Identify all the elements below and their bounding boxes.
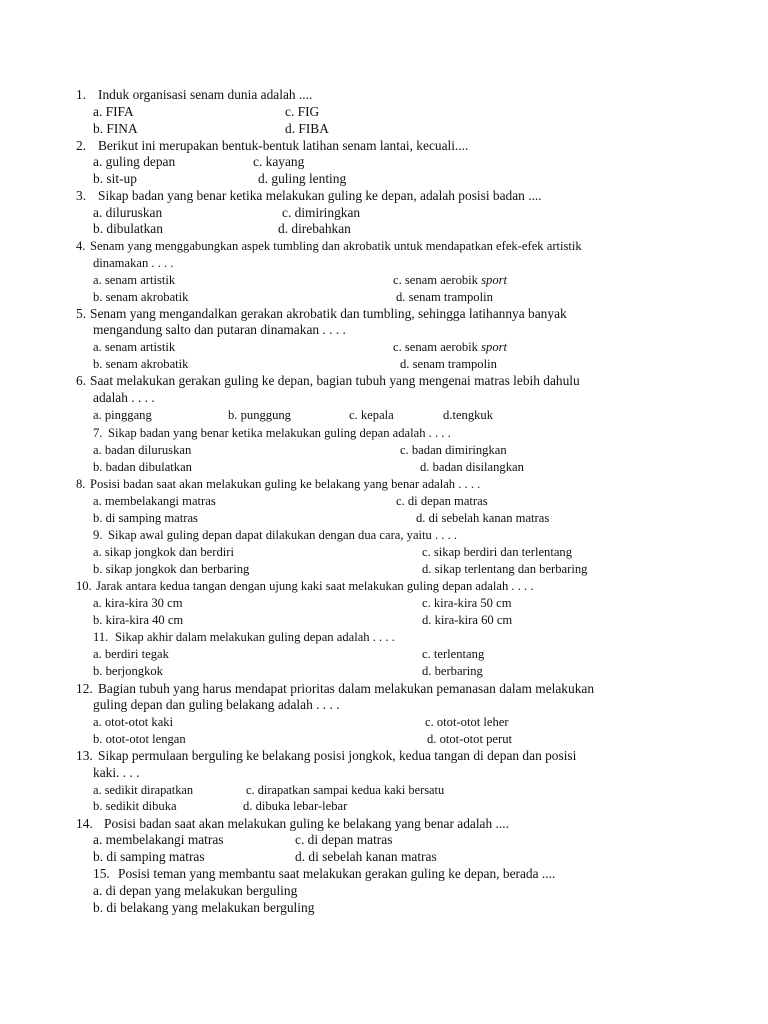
option-c-text: c. senam aerobik [393, 273, 478, 287]
option-d: d. senam trampolin [400, 357, 497, 371]
question-number: 1. [76, 87, 87, 102]
option-d: d. kira-kira 60 cm [422, 613, 513, 627]
option-b: b. di samping matras [93, 511, 198, 525]
option-c: c. FIG [285, 104, 320, 119]
option-d: d. FIBA [285, 121, 329, 136]
question-number: 7. [93, 426, 103, 440]
option-a: a. sedikit dirapatkan [93, 783, 194, 797]
question-number: 13. [76, 748, 93, 763]
option-d: d. berbaring [422, 664, 483, 678]
option-d: d. senam trampolin [396, 290, 493, 304]
question-text: Senam yang menggabungkan aspek tumbling dan akrobatik untuk mendapatkan efek-efek artistik [90, 239, 582, 253]
question-number: 2. [76, 138, 87, 153]
question-text-continued: dinamakan . . . . [93, 256, 174, 270]
question-number: 10. [76, 579, 92, 593]
option-a: a. senam artistik [93, 340, 176, 354]
question-number: 6. [76, 373, 87, 388]
option-a: a. membelakangi matras [93, 494, 216, 508]
option-b: b. otot-otot lengan [93, 732, 186, 746]
option-b: b. dibulatkan [93, 221, 163, 236]
option-b: b. senam akrobatik [93, 290, 189, 304]
question-number: 9. [93, 528, 103, 542]
question-number: 15. [93, 866, 110, 881]
option-c [393, 272, 507, 288]
option-c: c. dimiringkan [282, 205, 361, 220]
option-c: c. kayang [253, 154, 305, 169]
question-text: Sikap awal guling depan dapat dilakukan dengan dua cara, yaitu . . . . [108, 528, 458, 542]
option-b: b. sedikit dibuka [93, 799, 177, 813]
question-text: Posisi teman yang membantu saat melakukan gerakan guling ke depan, berada .... [118, 866, 556, 881]
option-d: d.tengkuk [443, 408, 494, 422]
option-d: d. di sebelah kanan matras [416, 511, 550, 525]
option-b: b. sikap jongkok dan berbaring [93, 562, 250, 576]
option-d: d. sikap terlentang dan berbaring [422, 562, 588, 576]
question-text: Sikap badan yang benar ketika melakukan guling ke depan, adalah posisi badan .... [98, 188, 542, 203]
option-b: b. berjongkok [93, 664, 163, 678]
option-a: a. membelakangi matras [93, 832, 224, 847]
option-b: b. badan dibulatkan [93, 460, 192, 474]
question-text: Posisi badan saat akan melakukan guling ke belakang yang benar adalah .... [104, 816, 509, 831]
option-c: c. kepala [349, 408, 394, 422]
option-b: b. di samping matras [93, 849, 205, 864]
question-number: 8. [76, 477, 86, 491]
option-c-italic: sport [481, 340, 508, 354]
question-text: Senam yang mengandalkan gerakan akrobatik dan tumbling, sehingga latihannya banyak [90, 306, 567, 321]
option-a: a. berdiri tegak [93, 647, 169, 661]
option-a: a. pinggang [93, 408, 152, 422]
option-c: c. dirapatkan sampai kedua kaki bersatu [246, 783, 445, 797]
option-c: c. badan dimiringkan [400, 443, 507, 457]
question-number: 4. [76, 239, 86, 253]
question-text: Saat melakukan gerakan guling ke depan, bagian tubuh yang mengenai matras lebih dahulu [90, 373, 580, 388]
option-d: d. guling lenting [258, 171, 347, 186]
option-a: a. kira-kira 30 cm [93, 596, 183, 610]
option-c: c. sikap berdiri dan terlentang [422, 545, 573, 559]
option-c: c. di depan matras [295, 832, 393, 847]
option-c: c. otot-otot leher [425, 715, 509, 729]
question-text: Jarak antara kedua tangan dengan ujung kaki saat melakukan guling depan adalah . . . . [96, 579, 534, 593]
question-text-continued: adalah . . . . [93, 390, 155, 405]
option-c: c. di depan matras [396, 494, 488, 508]
option-b: b. punggung [228, 408, 291, 422]
question-text-continued: guling depan dan guling belakang adalah . . . . [93, 697, 340, 712]
question-text: Bagian tubuh yang harus mendapat prioritas dalam melakukan pemanasan dalam melakukan [98, 681, 595, 696]
question-text-continued: mengandung salto dan putaran dinamakan . . . . [93, 322, 346, 337]
question-number: 3. [76, 188, 87, 203]
question-number: 5. [76, 306, 87, 321]
option-a: a. badan diluruskan [93, 443, 192, 457]
question-text: Sikap badan yang benar ketika melakukan guling depan adalah . . . . [108, 426, 451, 440]
option-b: b. di belakang yang melakukan berguling [93, 900, 315, 915]
option-a: a. senam artistik [93, 273, 176, 287]
question-number: 14. [76, 816, 93, 831]
option-a: a. guling depan [93, 154, 176, 169]
question-text-continued: kaki. . . . [93, 765, 140, 780]
option-d: d. direbahkan [278, 221, 351, 236]
option-a: a. diluruskan [93, 205, 163, 220]
option-b: b. sit-up [93, 171, 137, 186]
question-text: Posisi badan saat akan melakukan guling ke belakang yang benar adalah . . . . [90, 477, 481, 491]
option-a: a. sikap jongkok dan berdiri [93, 545, 234, 559]
option-d: d. otot-otot perut [427, 732, 512, 746]
option-c-text: c. senam aerobik [393, 340, 478, 354]
option-d: d. dibuka lebar-lebar [243, 799, 348, 813]
option-d: d. di sebelah kanan matras [295, 849, 437, 864]
option-a: a. di depan yang melakukan berguling [93, 883, 298, 898]
question-number: 11. [93, 630, 109, 644]
option-b: b. FINA [93, 121, 138, 136]
option-c: c. terlentang [422, 647, 485, 661]
question-text: Sikap permulaan berguling ke belakang posisi jongkok, kedua tangan di depan dan posisi [98, 748, 577, 763]
question-text: Sikap akhir dalam melakukan guling depan adalah . . . . [115, 630, 395, 644]
option-a: a. otot-otot kaki [93, 715, 174, 729]
option-c: c. kira-kira 50 cm [422, 596, 512, 610]
option-c-italic: sport [481, 273, 508, 287]
option-c [393, 339, 507, 355]
question-number: 12. [76, 681, 93, 696]
question-text: Induk organisasi senam dunia adalah .... [98, 87, 313, 102]
option-b: b. senam akrobatik [93, 357, 189, 371]
option-a: a. FIFA [93, 104, 134, 119]
option-b: b. kira-kira 40 cm [93, 613, 184, 627]
question-text: Berikut ini merupakan bentuk-bentuk latihan senam lantai, kecuali.... [98, 138, 469, 153]
option-d: d. badan disilangkan [420, 460, 524, 474]
